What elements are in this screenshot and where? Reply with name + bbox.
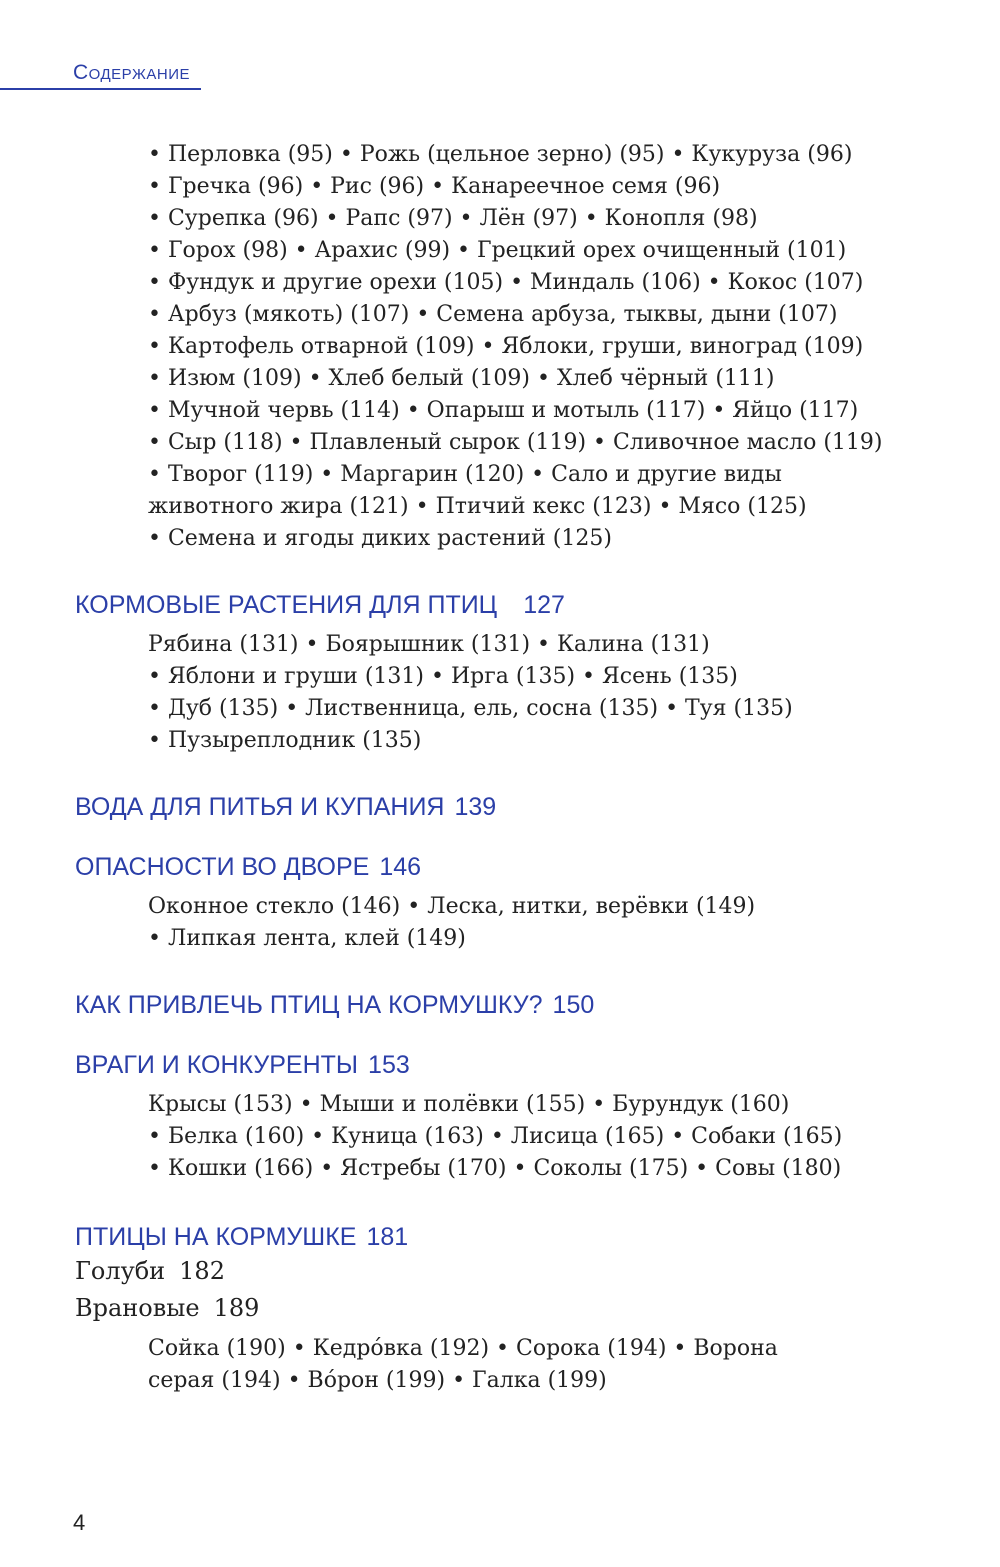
toc-line: • Арбуз (мякоть) (107) • Семена арбуза, тыквы, дыни (107) xyxy=(148,302,838,327)
toc-line: • Фундук и другие орехи (105) • Миндаль (106) • Кокос (107) xyxy=(148,270,864,295)
toc-line: • Горох (98) • Арахис (99) • Грецкий орех очищенный (101) xyxy=(148,238,847,263)
toc-line: • Перловка (95) • Рожь (цельное зерно) (95) • Кукуруза (96) xyxy=(148,142,853,167)
toc-line: • Липкая лента, клей (149) xyxy=(148,926,466,951)
toc-line: • Яблони и груши (131) • Ирга (135) • Ясень (135) xyxy=(148,664,738,689)
section-heading[interactable] xyxy=(0,1221,1000,1253)
page-number: 4 xyxy=(73,1510,86,1535)
section-heading[interactable] xyxy=(0,989,1000,1021)
subsection-page: 189 xyxy=(213,1294,260,1322)
section-page: 150 xyxy=(552,991,595,1019)
section-feed-plants xyxy=(0,589,1000,757)
section-page: 139 xyxy=(454,793,497,821)
toc-line: Сойка (190) • Кедрóвка (192) • Сорока (194) • Ворона xyxy=(148,1336,778,1361)
section-water xyxy=(0,791,1000,823)
toc-content xyxy=(0,139,1000,1397)
toc-line: Рябина (131) • Боярышник (131) • Калина (131) xyxy=(148,632,710,657)
subsection-heading[interactable] xyxy=(0,1253,1000,1290)
toc-line: • Творог (119) • Маргарин (120) • Сало и другие виды xyxy=(148,462,782,487)
section-title: КАК ПРИВЛЕЧЬ ПТИЦ НА КОРМУШКУ? xyxy=(75,991,543,1019)
section-heading[interactable] xyxy=(0,589,1000,621)
section-heading[interactable] xyxy=(0,851,1000,883)
section-page: 153 xyxy=(368,1051,410,1079)
section-title: ВРАГИ И КОНКУРЕНТЫ xyxy=(75,1051,359,1079)
toc-line: Оконное стекло (146) • Леска, нитки, верёвки (149) xyxy=(148,894,756,919)
header-title: Содержание xyxy=(73,61,190,84)
section-heading[interactable] xyxy=(0,791,1000,823)
subsection-title: Врановые xyxy=(75,1294,200,1322)
toc-line: • Кошки (166) • Ястребы (170) • Соколы (175) • Совы (180) xyxy=(148,1156,842,1181)
section-enemies xyxy=(0,1049,1000,1185)
running-header xyxy=(0,58,201,90)
section-attract xyxy=(0,989,1000,1021)
toc-line: • Мучной червь (114) • Опарыш и мотыль (117) • Яйцо (117) xyxy=(148,398,859,423)
toc-line: • Белка (160) • Куница (163) • Лисица (165) • Собаки (165) xyxy=(148,1124,843,1149)
toc-line: • Пузыреплодник (135) xyxy=(148,728,422,753)
section-page: 127 xyxy=(523,591,565,619)
toc-line: • Сыр (118) • Плавленый сырок (119) • Сливочное масло (119) xyxy=(148,430,883,455)
toc-line: • Картофель отварной (109) • Яблоки, груши, виноград (109) xyxy=(148,334,864,359)
section-birds xyxy=(0,1221,1000,1397)
intro-block xyxy=(0,139,1000,555)
toc-line: • Сурепка (96) • Рапс (97) • Лён (97) • Конопля (98) xyxy=(148,206,758,231)
subsection-heading[interactable] xyxy=(0,1290,1000,1327)
toc-line: • Гречка (96) • Рис (96) • Канареечное семя (96) xyxy=(148,174,721,199)
section-heading[interactable] xyxy=(0,1049,1000,1081)
section-page: 146 xyxy=(379,853,422,881)
toc-line: • Изюм (109) • Хлеб белый (109) • Хлеб чёрный (111) xyxy=(148,366,775,391)
section-title: ПТИЦЫ НА КОРМУШКЕ xyxy=(75,1223,357,1251)
section-page: 181 xyxy=(366,1223,409,1251)
section-title: ОПАСНОСТИ ВО ДВОРЕ xyxy=(75,853,370,881)
subsection-page: 182 xyxy=(179,1257,225,1285)
toc-line: • Дуб (135) • Лиственница, ель, сосна (135) • Туя (135) xyxy=(148,696,793,721)
subsection-title: Голуби xyxy=(75,1257,166,1285)
header-rule xyxy=(0,88,201,90)
section-title: ВОДА ДЛЯ ПИТЬЯ И КУПАНИЯ xyxy=(75,793,445,821)
toc-line: серая (194) • Вóрон (199) • Галка (199) xyxy=(148,1368,607,1393)
toc-line: Крысы (153) • Мыши и полёвки (155) • Бурундук (160) xyxy=(148,1092,790,1117)
section-dangers xyxy=(0,851,1000,955)
toc-line: животного жира (121) • Птичий кекс (123) • Мясо (125) xyxy=(148,494,807,519)
section-title: КОРМОВЫЕ РАСТЕНИЯ ДЛЯ ПТИЦ xyxy=(75,591,498,619)
toc-line: • Семена и ягоды диких растений (125) xyxy=(148,526,612,551)
